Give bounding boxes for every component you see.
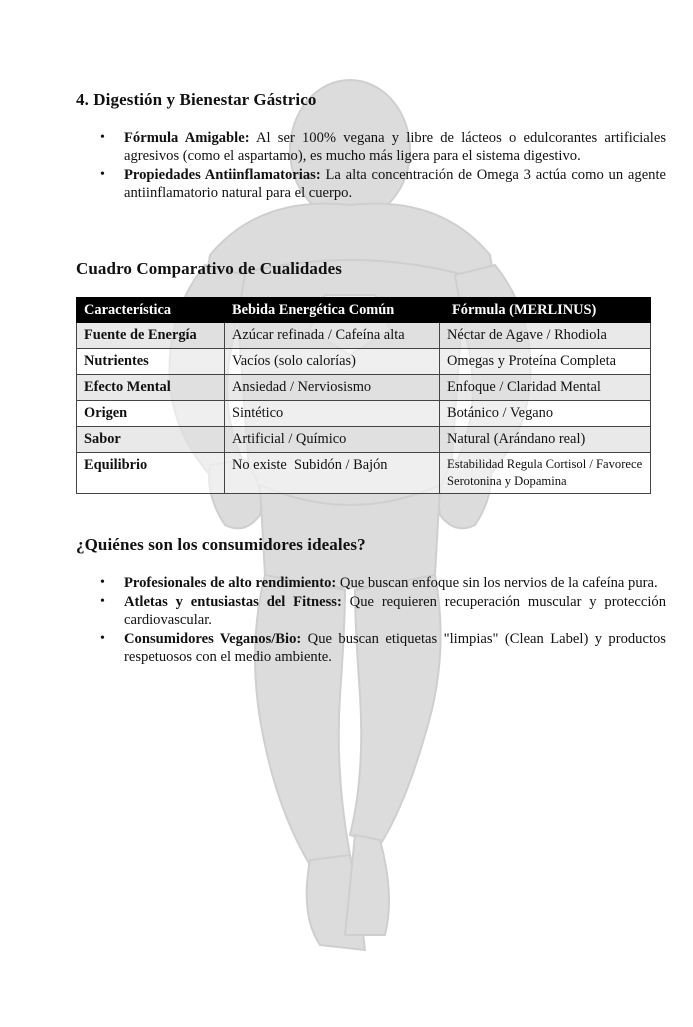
table-cell: Botánico / Vegano [440, 401, 651, 427]
table-row [77, 323, 651, 349]
table-row [77, 427, 651, 453]
digestion-list [100, 129, 666, 203]
table-cell: Azúcar refinada / Cafeína alta [225, 323, 440, 349]
bullet-icon: • [100, 594, 105, 609]
section-title-consumers: ¿Quiénes son los consumidores ideales? [76, 535, 366, 554]
bullet-icon: • [100, 575, 105, 590]
table-row [77, 349, 651, 375]
bullet-icon: • [100, 130, 105, 145]
table-cell: Estabilidad Regula Cortisol / Favorece Serotonina y Dopamina [440, 453, 651, 494]
list-item [100, 574, 666, 592]
item-text: Que requieren recuperación muscular y protección cardiovascular. [124, 594, 666, 628]
list-item [100, 166, 666, 202]
table-cell: Efecto Mental [77, 375, 225, 401]
table-cell: Enfoque / Claridad Mental [440, 375, 651, 401]
table-cell: Omegas y Proteína Completa [440, 349, 651, 375]
table-cell: Origen [77, 401, 225, 427]
table-cell: Ansiedad / Nerviosismo [225, 375, 440, 401]
list-item [100, 129, 666, 165]
item-label: Fórmula Amigable: [124, 130, 250, 146]
column-header: Bebida Energética Común [225, 298, 440, 323]
table-cell: No existe Subidón / Bajón [225, 453, 440, 494]
item-text: Que buscan enfoque sin los nervios de la cafeína pura. [336, 575, 658, 591]
item-label: Propiedades Antiinflamatorias: [124, 167, 321, 183]
table-cell: Artificial / Químico [225, 427, 440, 453]
table-cell: Vacíos (solo calorías) [225, 349, 440, 375]
comparison-table [76, 297, 651, 494]
table-cell: Nutrientes [77, 349, 225, 375]
item-label: Consumidores Veganos/Bio: [124, 631, 302, 647]
table-row [77, 453, 651, 494]
list-item [100, 593, 666, 629]
column-header: Característica [77, 298, 225, 323]
item-text: Que buscan etiquetas "limpias" (Clean Label) y productos respetuosos con el medio ambiente. [124, 631, 666, 665]
table-header-row [77, 298, 651, 323]
table-cell: Fuente de Energía [77, 323, 225, 349]
item-text: Al ser 100% vegana y libre de lácteos o edulcorantes artificiales agresivos (como el aspartamo), es mucho más ligera para el sistema digestivo. [124, 130, 667, 164]
table-row [77, 401, 651, 427]
item-label: Atletas y entusiastas del Fitness: [124, 594, 342, 610]
bullet-icon: • [100, 167, 105, 182]
column-header: Fórmula (MERLINUS) [440, 298, 651, 323]
list-item [100, 630, 666, 666]
table-cell: Equilibrio [77, 453, 225, 494]
section-title-digestion: 4. Digestión y Bienestar Gástrico [76, 90, 317, 109]
table-row [77, 375, 651, 401]
table-cell: Sintético [225, 401, 440, 427]
table-cell: Sabor [77, 427, 225, 453]
item-text: La alta concentración de Omega 3 actúa como un agente antiinflamatorio natural para el cuerpo. [124, 167, 666, 201]
bullet-icon: • [100, 631, 105, 646]
item-label: Profesionales de alto rendimiento: [124, 575, 337, 591]
section-title-comparison: Cuadro Comparativo de Cualidades [76, 259, 342, 278]
table-cell: Natural (Arándano real) [440, 427, 651, 453]
table-cell: Néctar de Agave / Rhodiola [440, 323, 651, 349]
consumers-list [100, 574, 666, 667]
